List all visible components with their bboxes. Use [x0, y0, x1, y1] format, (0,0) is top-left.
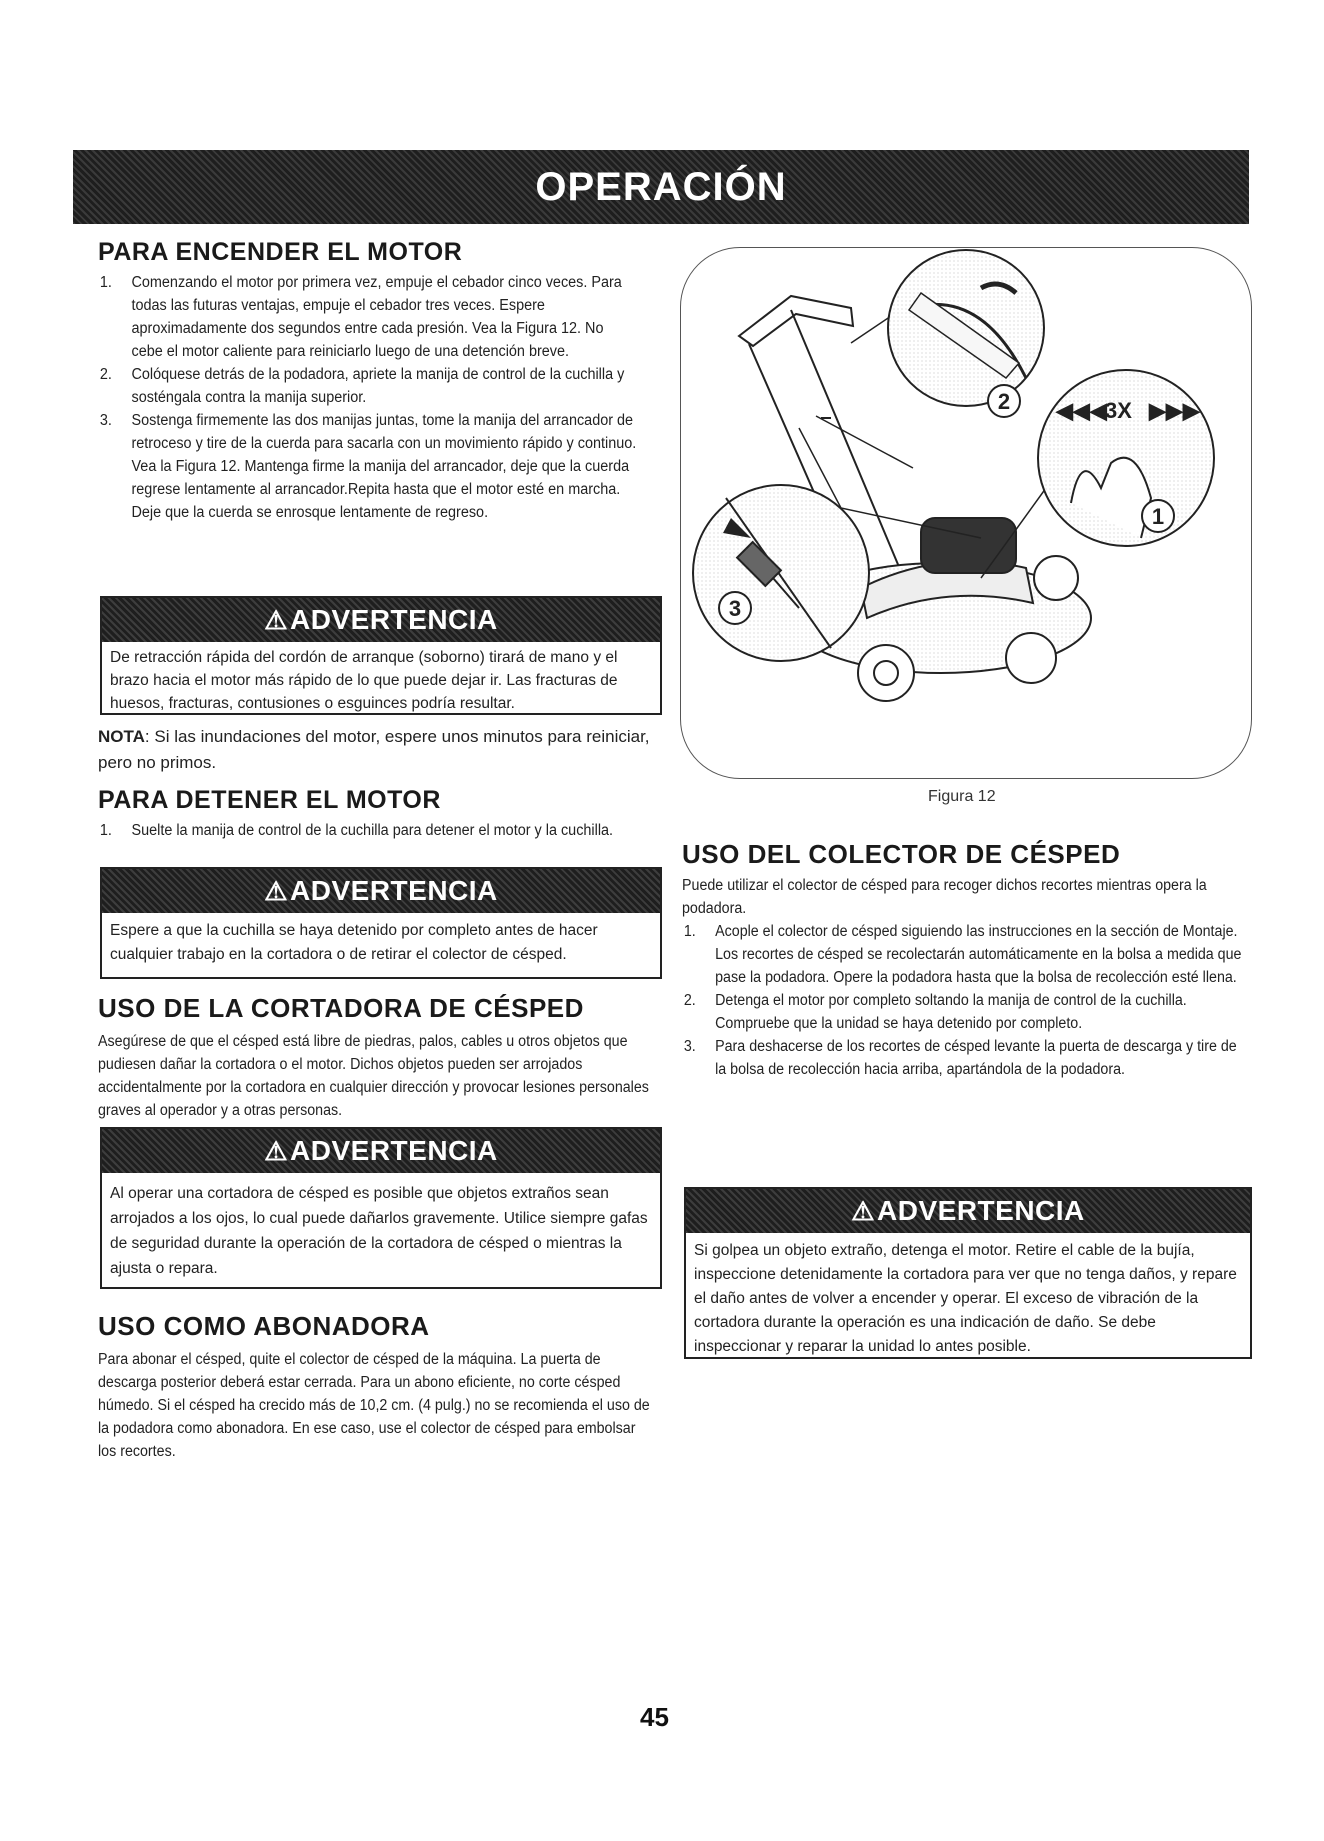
note: [98, 724, 658, 776]
note-label: NOTA: [98, 727, 145, 746]
warning-triangle-icon: ⚠: [264, 1135, 289, 1166]
list-item: 1. Suelte la manija de control de la cuchilla para detener el motor y la cuchilla.: [99, 822, 614, 839]
callout-1: 1: [1151, 504, 1165, 529]
press-arrows-right-icon: ▶▶▶: [1149, 398, 1200, 423]
warning-box-blade: [100, 867, 662, 979]
list-item: 3. Para deshacerse de los recortes de césped levante la puerta de descarga y tire de la bolsa de recolección hacia arriba, apartándola de la podadora.: [683, 1038, 1237, 1078]
list-item: 2. Detenga el motor por completo soltando la manija de control de la cuchilla. Compruebe que la unidad se haya detenido por completo.: [683, 992, 1187, 1032]
detail-circle-pull-cord: [693, 485, 869, 661]
warning-header: ⚠ ADVERTENCIA: [102, 598, 660, 642]
warning-triangle-icon: ⚠: [851, 1195, 876, 1226]
start-engine-steps: [98, 271, 637, 524]
warning-box-eyes: [100, 1127, 662, 1289]
stop-engine-steps: [98, 819, 637, 842]
warning-text: Al operar una cortadora de césped es posible que objetos extraños sean arrojados a los ojos, lo cual puede dañarlos gravemente. Utilice siempre gafas de seguridad durante la operación de la cortadora de césped o mientras la ajusta o repara.: [110, 1185, 648, 1277]
warning-box-recoil: [100, 596, 662, 715]
detail-circle-choke: [888, 250, 1044, 406]
grass-catcher-steps: [682, 920, 1243, 1081]
warning-triangle-icon: ⚠: [264, 604, 289, 635]
press-arrows-left-icon: ◀◀◀: [1056, 398, 1107, 423]
section-mulching: [98, 1311, 666, 1463]
callout-3: 3: [728, 596, 742, 621]
mower-use-text: Asegúrese de que el césped está libre de piedras, palos, cables u otros objetos que pudiesen dañar la cortadora o el motor. Dichos objetos pueden ser arrojados accidentalmente por la cortadora en cualquier dirección y provocar lesiones personales graves al operador y a otras personas.: [98, 1033, 649, 1119]
heading-mulching: USO COMO ABONADORA: [98, 1311, 430, 1341]
press-count-label: 3X: [1105, 398, 1132, 423]
grass-catcher-intro: Puede utilizar el colector de césped para recoger dichos recortes mientras opera la podadora.: [682, 877, 1207, 917]
list-item: 3. Sostenga firmemente las dos manijas juntas, tome la manija del arrancador de retroceso y tire de la cuerda para sacarla con un movimiento rápido y continuo. Vea la Figura 12. Mantenga firme la manija del arrancador, deje que la cuerda regrese lentamente al arrancador.Repita hasta que el motor esté en marcha. Deje que la cuerda se enrosque lentamente de regreso.: [99, 412, 637, 521]
heading-mower-use: USO DE LA CORTADORA DE CÉSPED: [98, 993, 584, 1023]
warning-triangle-icon: ⚠: [264, 875, 289, 906]
figure-frame: [680, 247, 1252, 779]
mulching-text: Para abonar el césped, quite el colector de césped de la máquina. La puerta de descarga posterior deberá estar cerrada. Para un abono eficiente, no corte césped húmedo. Si el césped ha crecido más de 10,2 cm. (4 pulg.) no se recomienda el uso de la podadora como abonadora. En ese caso, use el colector de césped para embolsar los recortes.: [98, 1351, 650, 1460]
warning-text: Espere a que la cuchilla se haya detenido por completo antes de hacer cualquier trabajo en la cortadora o de retirar el colector de césped.: [110, 922, 598, 963]
figure-caption: Figura 12: [928, 788, 996, 805]
section-grass-catcher: [682, 839, 1250, 1081]
callout-2: 2: [997, 389, 1011, 414]
section-start-engine: [98, 238, 666, 524]
lawn-mower-illustration: [681, 248, 1251, 778]
warning-header: ⚠ ADVERTENCIA: [102, 1129, 660, 1173]
section-title: OPERACIÓN: [535, 164, 787, 209]
list-item: 1. Acople el colector de césped siguiendo las instrucciones en la sección de Montaje. Los recortes de césped se recolectarán automáticamente en la bolsa a medida que pase la podadora. Opere la podadora hasta que la bolsa de recolección esté llena.: [683, 923, 1242, 986]
warning-text: De retracción rápida del cordón de arranque (soborno) tirará de mano y el brazo hacia el motor más rápido de lo que puede dejar ir. Las fracturas de huesos, fracturas, contusiones o esguinces podría resultar.: [110, 649, 618, 712]
section-banner: [73, 150, 1249, 224]
section-mower-use: [98, 993, 666, 1122]
page-number: 45: [640, 1702, 669, 1732]
warning-box-foreign-object: [684, 1187, 1252, 1359]
list-item: 2. Colóquese detrás de la podadora, apriete la manija de control de la cuchilla y sosténgala contra la manija superior.: [99, 366, 625, 406]
heading-start-engine: PARA ENCENDER EL MOTOR: [98, 238, 463, 266]
detail-circle-primer: [1038, 370, 1214, 546]
heading-grass-catcher: USO DEL COLECTOR DE CÉSPED: [682, 839, 1121, 869]
note-text: : Si las inundaciones del motor, espere unos minutos para reiniciar, pero no primos.: [98, 727, 650, 772]
warning-text: Si golpea un objeto extraño, detenga el motor. Retire el cable de la bujía, inspeccione detenidamente la cortadora para ver que no tenga daños, y repare el daño antes de volver a encender y operar. El exceso de vibración de la cortadora durante la operación es una indicación de daño. Se debe inspeccionar y reparar la unidad lo antes posible.: [694, 1242, 1237, 1355]
section-stop-engine: [98, 786, 666, 842]
list-item: 1. Comenzando el motor por primera vez, empuje el cebador cinco veces. Para todas las futuras ventajas, empuje el cebador tres veces. Espere aproximadamente dos segundos entre cada presión. Vea la Figura 12. No cebe el motor caliente para reiniciarlo luego de una detención breve.: [99, 274, 622, 360]
warning-header: ⚠ ADVERTENCIA: [686, 1189, 1250, 1233]
heading-stop-engine: PARA DETENER EL MOTOR: [98, 786, 441, 814]
warning-header: ⚠ ADVERTENCIA: [102, 869, 660, 913]
